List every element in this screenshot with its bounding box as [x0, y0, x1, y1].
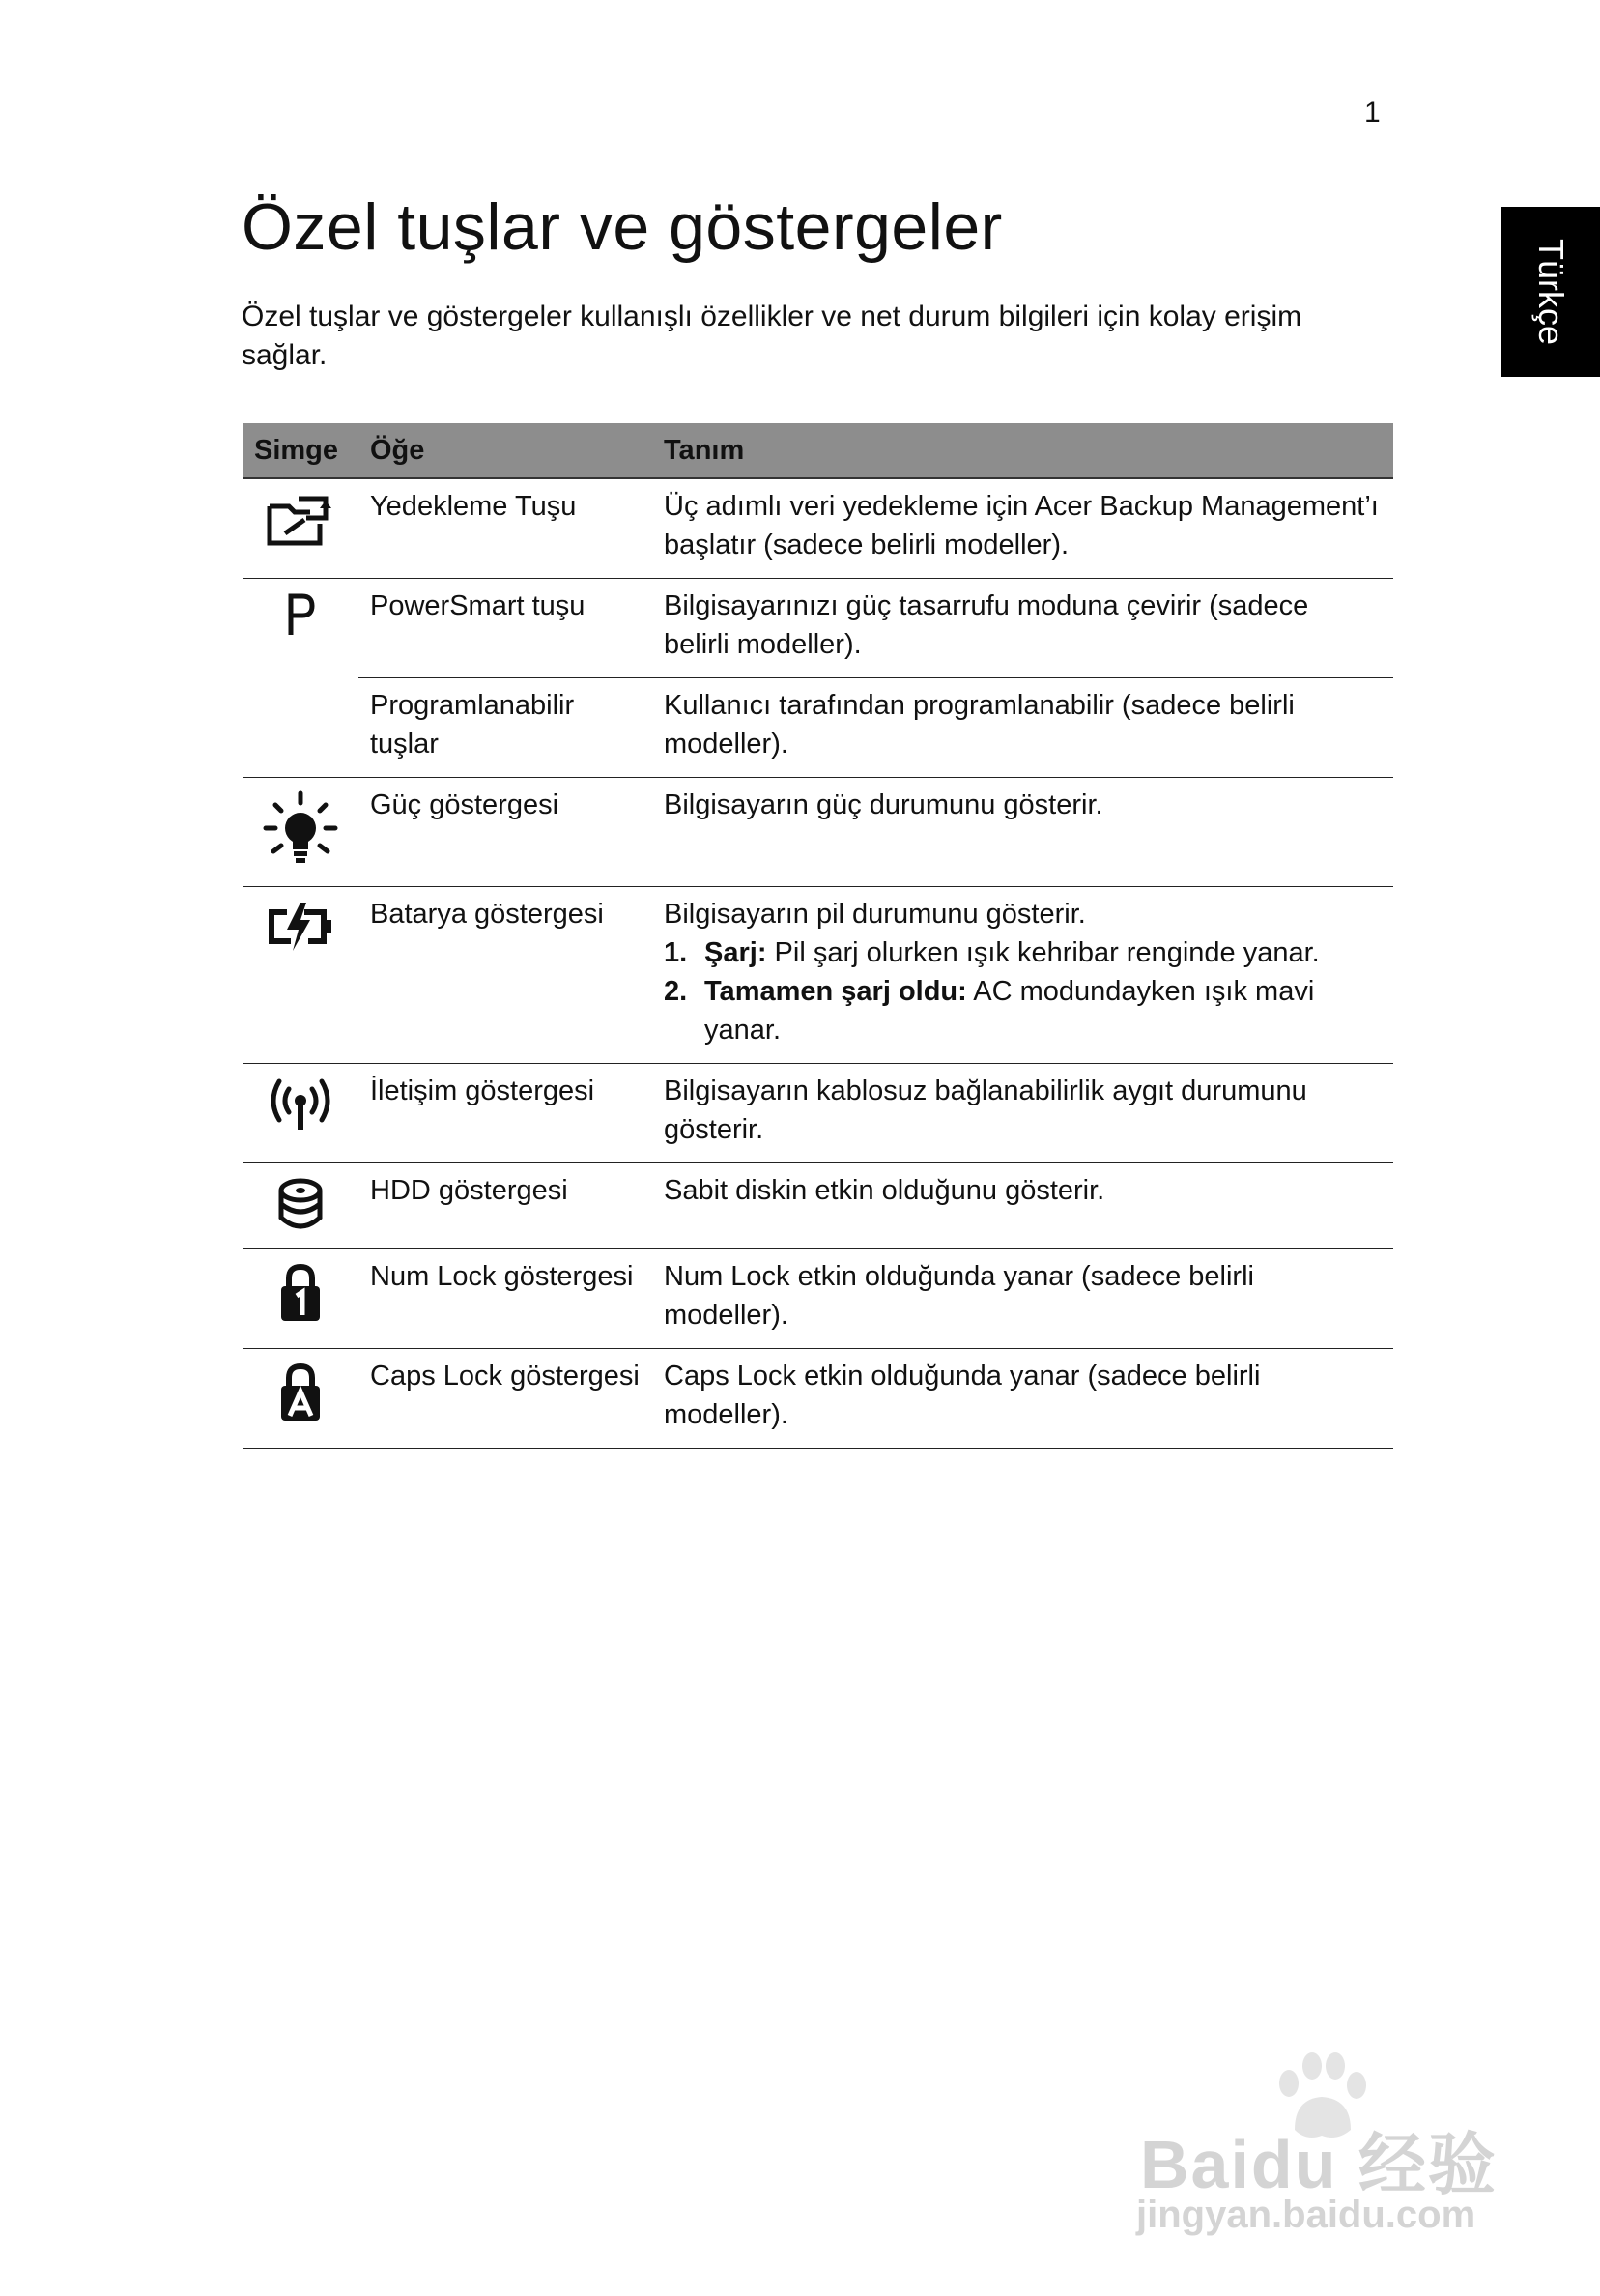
- item-name: Batarya göstergesi: [358, 887, 652, 1064]
- description-text: Bilgisayarın pil durumunu gösterir.: [664, 899, 1086, 930]
- table-row: [243, 1163, 1393, 1249]
- icon-cell: [243, 778, 358, 887]
- item-name: Güç göstergesi: [358, 778, 652, 887]
- icon-cell: [243, 478, 358, 579]
- num-lock-icon: [277, 1261, 324, 1323]
- item-name: Num Lock göstergesi: [358, 1249, 652, 1349]
- page-number: 1: [1364, 97, 1381, 129]
- language-tab: [1501, 207, 1600, 377]
- list-term: Tamamen şarj oldu:: [704, 976, 967, 1007]
- header-icon: Simge: [243, 423, 358, 478]
- item-description: Num Lock etkin olduğunda yanar (sadece belirli modeller).: [652, 1249, 1393, 1349]
- table-row: [243, 1349, 1393, 1449]
- status-list: [664, 933, 1382, 1049]
- watermark-brand: Baidu 经验: [1140, 2127, 1498, 2202]
- item-name: Yedekleme Tuşu: [358, 478, 652, 579]
- item-name: PowerSmart tuşu: [358, 579, 652, 678]
- header-item: Öğe: [358, 423, 652, 478]
- battery-charge-icon: [266, 899, 335, 953]
- list-text: AC modundayken ışık mavi yanar.: [704, 976, 1315, 1046]
- item-description: Caps Lock etkin olduğunda yanar (sadece belirli modeller).: [652, 1349, 1393, 1449]
- indicator-table: [243, 423, 1393, 1449]
- powersmart-icon: [281, 590, 320, 639]
- icon-cell: [243, 1163, 358, 1249]
- table-row: [243, 579, 1393, 678]
- item-description: Bilgisayarın kablosuz bağlanabilirlik aygıt durumunu gösterir.: [652, 1064, 1393, 1163]
- item-name: HDD göstergesi: [358, 1163, 652, 1249]
- item-name: Caps Lock göstergesi: [358, 1349, 652, 1449]
- item-description: Kullanıcı tarafından programlanabilir (sadece belirli modeller).: [652, 678, 1393, 778]
- item-description: Bilgisayarınızı güç tasarrufu moduna çevirir (sadece belirli modeller).: [652, 579, 1393, 678]
- icon-cell: [243, 1249, 358, 1349]
- item-description: Bilgisayarın güç durumunu gösterir.: [652, 778, 1393, 887]
- intro-paragraph: Özel tuşlar ve göstergeler kullanışlı özellikler ve net durum bilgileri için kolay erişim sağlar.: [242, 301, 1302, 371]
- icon-cell: [243, 887, 358, 1064]
- icon-cell: [243, 579, 358, 778]
- watermark: [1130, 2049, 1517, 2242]
- page-title: Özel tuşlar ve göstergeler: [242, 190, 1003, 264]
- header-description: Tanım: [652, 423, 1393, 478]
- table-row: [243, 887, 1393, 1064]
- list-item: [664, 933, 1382, 972]
- watermark-url: jingyan.baidu.com: [1136, 2194, 1476, 2236]
- table-header-row: [243, 423, 1393, 478]
- list-item: [664, 972, 1382, 1049]
- language-tab-label: Türkçe: [1531, 238, 1571, 346]
- icon-cell: [243, 1349, 358, 1449]
- table-row: [243, 1249, 1393, 1349]
- table-row: [243, 478, 1393, 579]
- caps-lock-icon: [277, 1361, 324, 1422]
- list-term: Şarj:: [704, 937, 767, 968]
- list-number: 1.: [664, 937, 688, 968]
- icon-cell: [243, 1064, 358, 1163]
- backup-icon: [266, 491, 335, 549]
- power-bulb-icon: [262, 789, 339, 873]
- wireless-icon: [266, 1076, 335, 1134]
- hdd-icon: [273, 1175, 328, 1235]
- item-description: Üç adımlı veri yedekleme için Acer Backup Management’ı başlatır (sadece belirli modeller).: [652, 478, 1393, 579]
- item-description: [652, 887, 1393, 1064]
- item-name: Programlanabilir tuşlar: [358, 678, 652, 778]
- list-number: 2.: [664, 976, 688, 1007]
- item-description: Sabit diskin etkin olduğunu gösterir.: [652, 1163, 1393, 1249]
- list-text: Pil şarj olurken ışık kehribar renginde yanar.: [774, 937, 1320, 968]
- item-name: İletişim göstergesi: [358, 1064, 652, 1163]
- table-row: [243, 1064, 1393, 1163]
- table-row: [243, 678, 1393, 778]
- table-row: [243, 778, 1393, 887]
